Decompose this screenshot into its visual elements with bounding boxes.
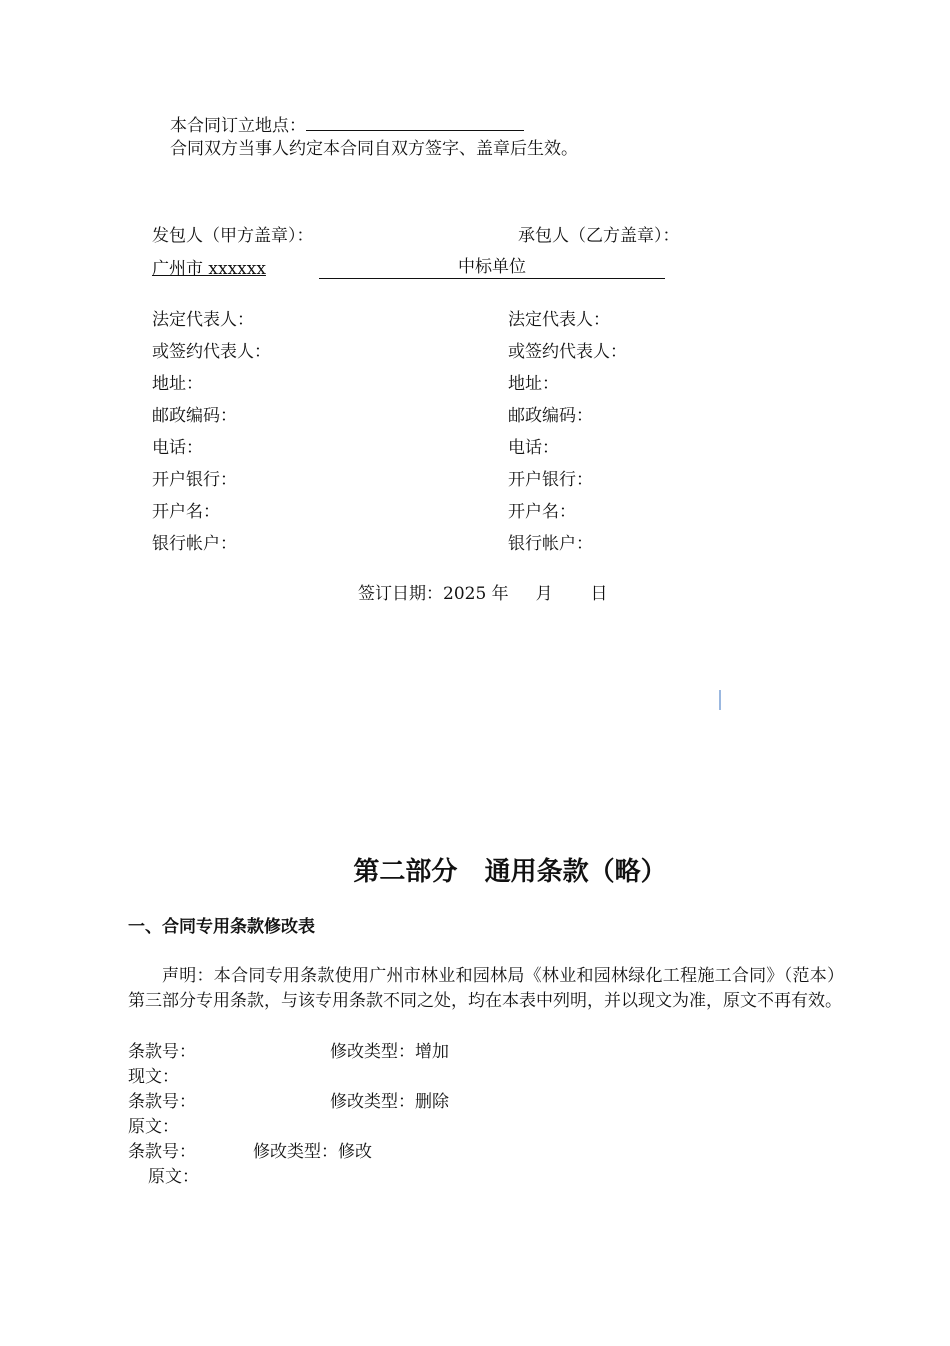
party-b-address: 地址： — [508, 374, 559, 394]
contract-place-line — [170, 112, 524, 138]
mod-1-type: 修改类型：增加 — [330, 1042, 449, 1062]
text-cursor — [719, 690, 721, 710]
party-a-address: 地址： — [152, 374, 203, 394]
party-a-legal-rep: 法定代表人： — [152, 310, 254, 330]
mod-3-text: 原文： — [148, 1167, 199, 1187]
mod-1-clause: 条款号： — [128, 1042, 196, 1062]
party-a-phone: 电话： — [152, 438, 203, 458]
section-heading: 一、合同专用条款修改表 — [128, 917, 315, 937]
statement-paragraph: 声明：本合同专用条款使用广州市林业和园林局《林业和园林绿化工程施工合同》（范本）第三部分专用条款，与该专用条款不同之处，均在本表中列明，并以现文为准，原文不再有效。 — [128, 966, 844, 1011]
mod-2-clause: 条款号： — [128, 1092, 196, 1112]
party-b-postcode: 邮政编码： — [508, 406, 593, 426]
mod-2-type: 修改类型：删除 — [330, 1092, 449, 1112]
contract-place-label: 本合同订立地点： — [170, 116, 306, 136]
mod-3-type: 修改类型：修改 — [253, 1142, 372, 1162]
party-a-header: 发包人（甲方盖章）： — [152, 226, 314, 246]
party-a-account-name: 开户名： — [152, 502, 220, 522]
party-b-signing-rep: 或签约代表人： — [508, 342, 627, 362]
party-b-legal-rep: 法定代表人： — [508, 310, 610, 330]
party-a-signing-rep: 或签约代表人： — [152, 342, 271, 362]
party-a-bank: 开户银行： — [152, 470, 237, 490]
party-b-fields — [508, 308, 627, 564]
party-b-account-number: 银行帐户： — [508, 534, 593, 554]
part-title: 第二部分 通用条款（略） — [353, 857, 667, 887]
party-a-postcode: 邮政编码： — [152, 406, 237, 426]
mod-1-text: 现文： — [128, 1067, 179, 1087]
mod-3-clause: 条款号： — [128, 1142, 196, 1162]
party-b-header: 承包人（乙方盖章）： — [518, 226, 680, 246]
party-a-fields — [152, 308, 271, 564]
contract-place-blank — [306, 112, 524, 131]
party-b-phone: 电话： — [508, 438, 559, 458]
sign-date: 签订日期：2025 年 月 日 — [358, 584, 608, 604]
party-a-name: 广州市 xxxxxx — [152, 259, 266, 279]
party-b-bank: 开户银行： — [508, 470, 593, 490]
party-b-account-name: 开户名： — [508, 502, 576, 522]
effect-statement: 合同双方当事人约定本合同自双方签字、盖章后生效。 — [170, 139, 578, 159]
party-b-name: 中标单位 — [319, 257, 665, 279]
mod-2-text: 原文： — [128, 1117, 179, 1137]
party-a-account-number: 银行帐户： — [152, 534, 237, 554]
